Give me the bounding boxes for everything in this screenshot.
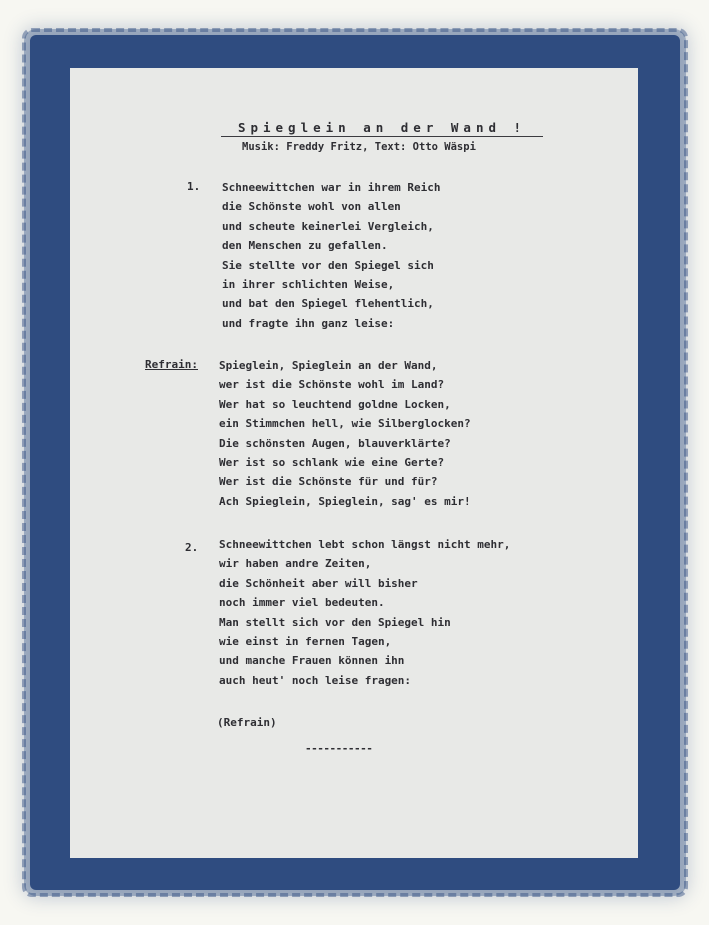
verse-line: und bat den Spiegel flehentlich, [222,297,434,311]
verse-2 [219,535,510,690]
verse-line: und manche Frauen können ihn [219,654,405,668]
song-credits: Musik: Freddy Fritz, Text: Otto Wäspi [242,141,476,153]
song-text [70,68,638,858]
verse-2-number: 2. [185,541,199,554]
verse-line: Sie stellte vor den Spiegel sich [222,258,434,272]
verse-line: den Menschen zu gefallen. [222,239,388,253]
refrain-line: ein Stimmchen hell, wie Silberglocken? [219,417,471,431]
refrain [219,356,471,511]
refrain-repeat: (Refrain) [217,716,277,729]
song-title: Spieglein an der Wand ! [221,120,543,137]
refrain-line: Wer ist so schlank wie eine Gerte? [219,455,445,469]
typed-sheet [70,68,638,858]
verse-line: Man stellt sich vor den Spiegel hin [219,615,451,629]
verse-line: wir haben andre Zeiten, [219,557,372,571]
verse-line: Schneewittchen war in ihrem Reich [222,181,441,194]
verse-line: und scheute keinerlei Vergleich, [222,219,434,233]
end-mark: ----------- [305,742,373,755]
verse-1-number: 1. [187,180,201,193]
verse-line: Schneewittchen lebt schon längst nicht mehr, [219,538,511,551]
verse-line: wie einst in fernen Tagen, [219,634,392,648]
refrain-line: Die schönsten Augen, blauverklärte? [219,436,451,450]
verse-line: die Schönste wohl von allen [222,200,401,214]
refrain-line: wer ist die Schönste wohl im Land? [219,378,445,392]
refrain-line: Wer ist die Schönste für und für? [219,475,438,489]
verse-line: in ihrer schlichten Weise, [222,277,395,291]
verse-line: und fragte ihn ganz leise: [222,316,395,330]
refrain-line: Wer hat so leuchtend goldne Locken, [219,397,451,411]
refrain-line: Spieglein, Spieglein an der Wand, [219,359,438,372]
verse-line: auch heut' noch leise fragen: [219,673,412,687]
verse-1 [222,178,441,333]
refrain-label: Refrain: [145,358,198,371]
verse-line: noch immer viel bedeuten. [219,596,385,610]
verse-line: die Schönheit aber will bisher [219,576,418,590]
refrain-line: Ach Spieglein, Spieglein, sag' es mir! [219,494,471,508]
